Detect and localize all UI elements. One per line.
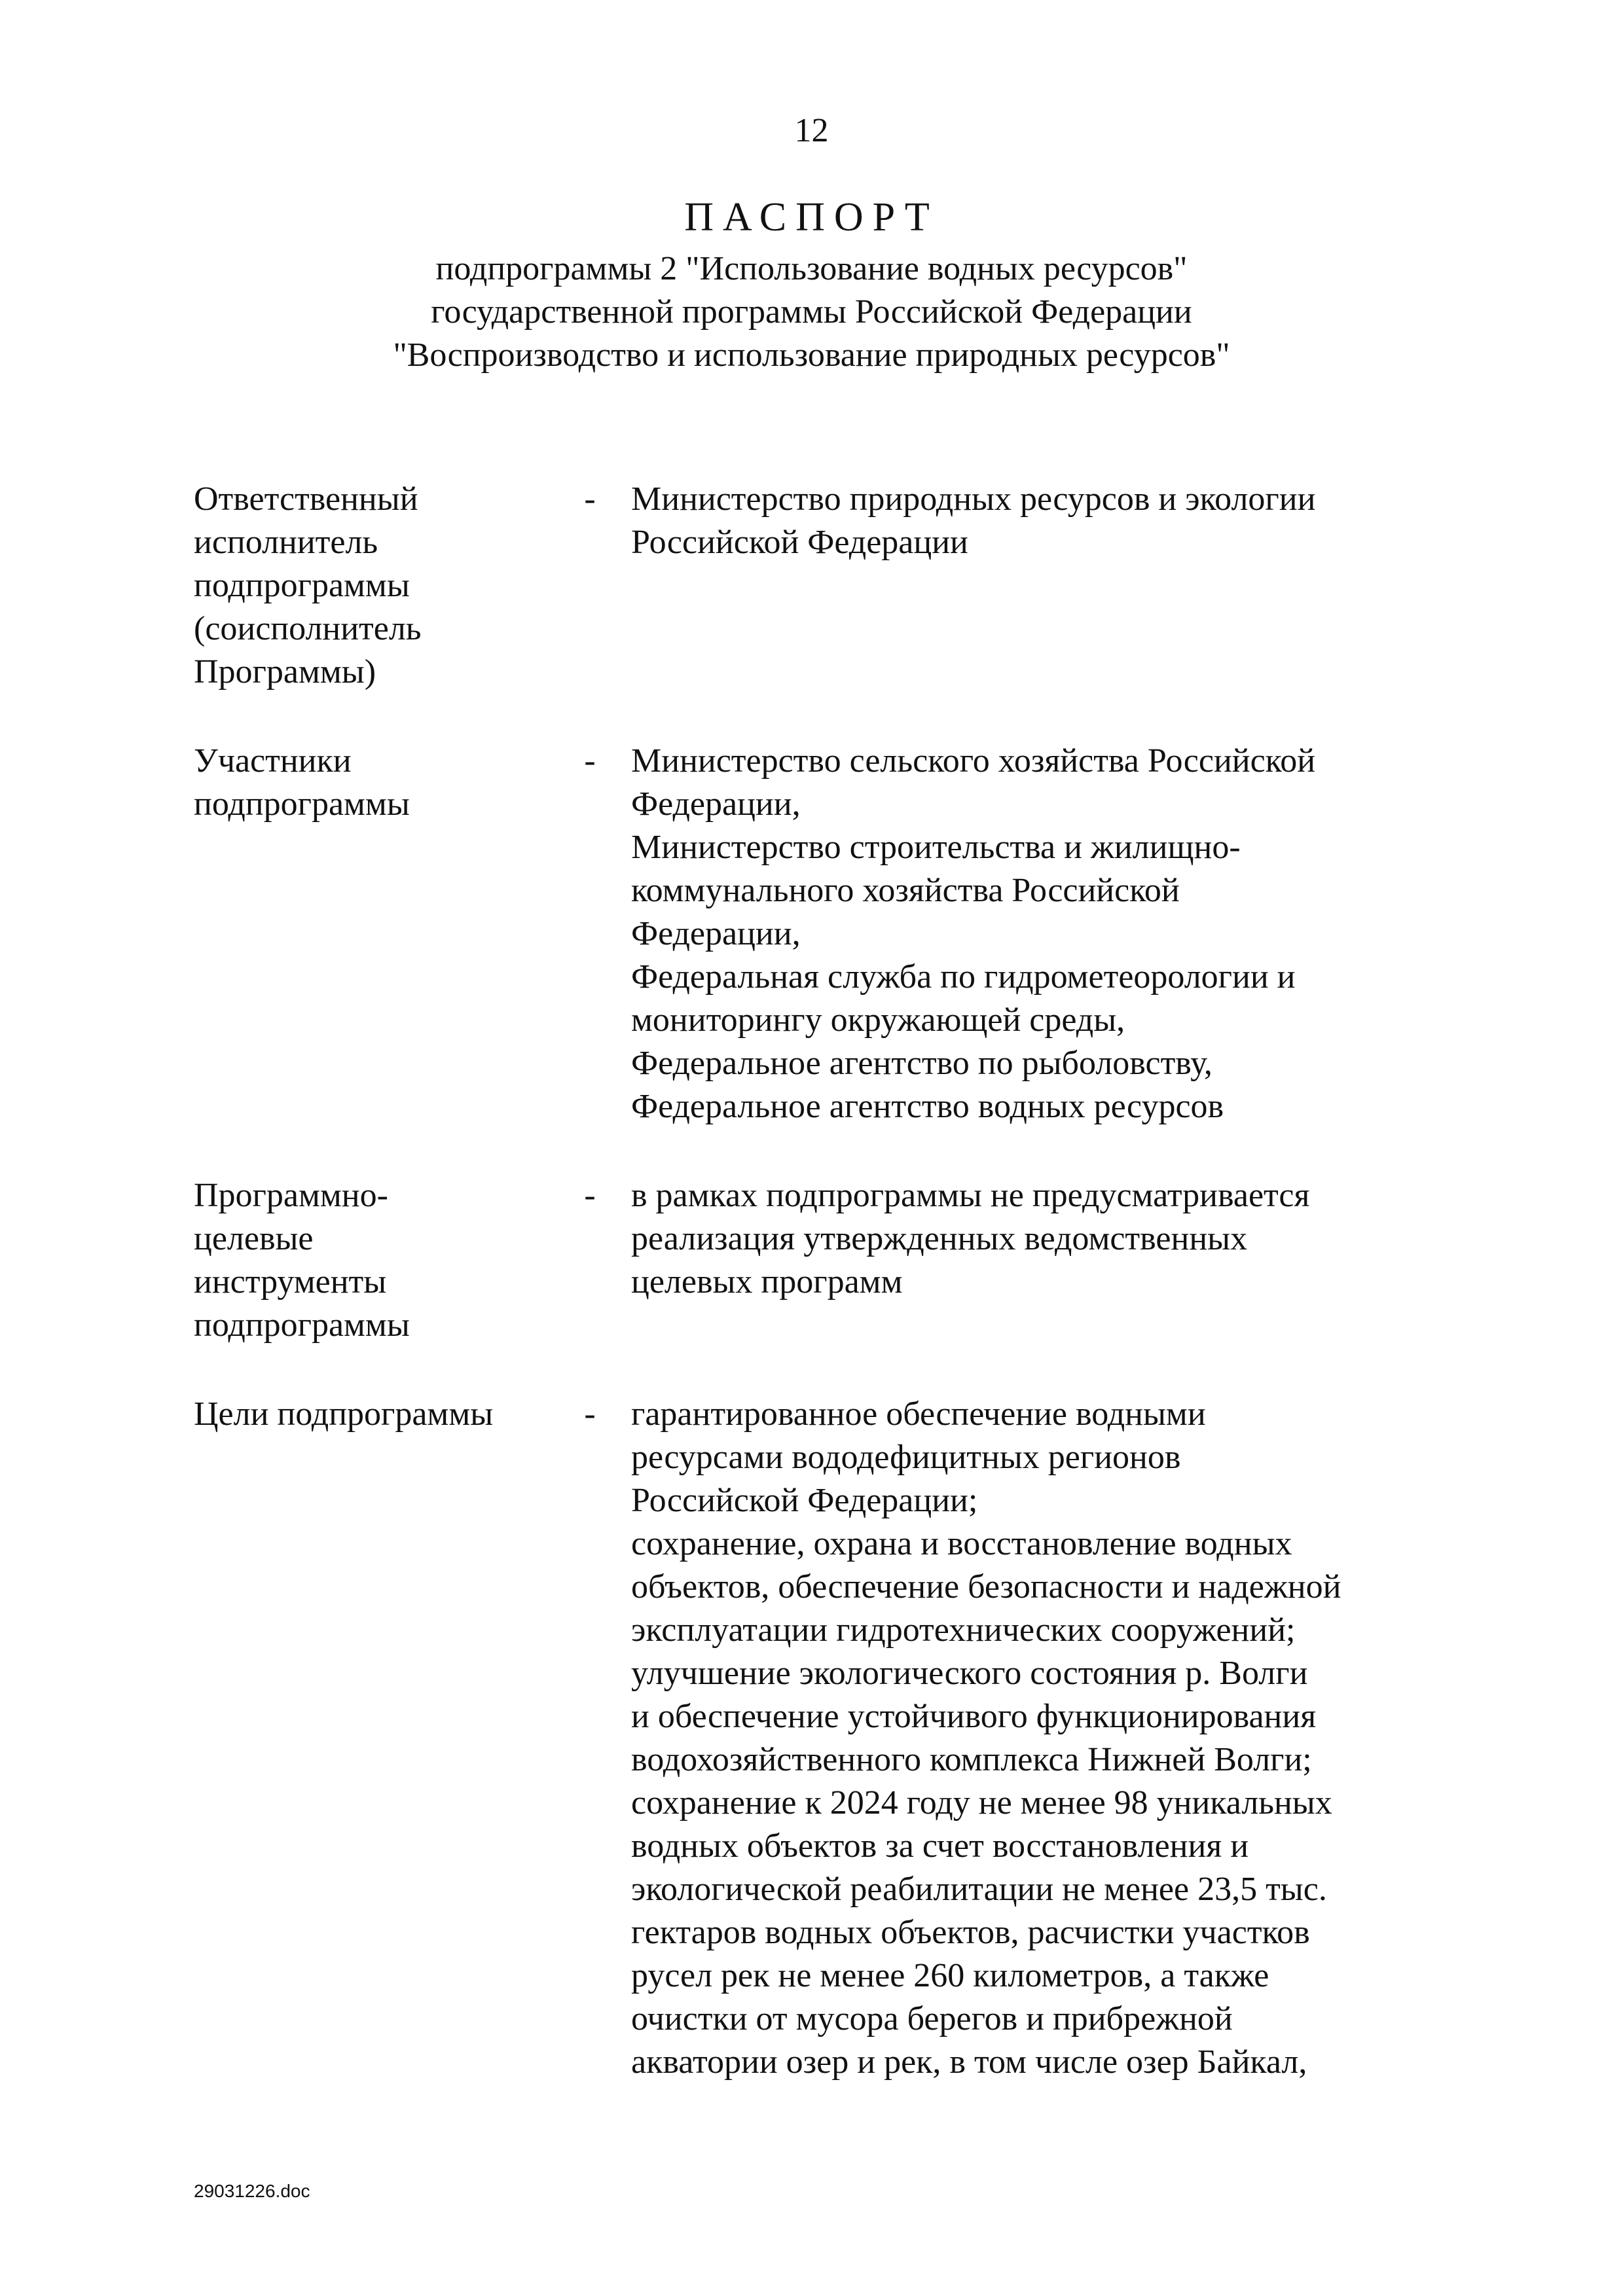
value-line: сохранение, охрана и восстановление водных — [631, 1525, 1292, 1562]
row-value — [631, 1174, 1438, 1304]
value-line: Российской Федерации — [631, 524, 968, 561]
value-line: очистки от мусора берегов и прибрежной — [631, 2000, 1233, 2037]
value-line: Министерство природных ресурсов и экологии — [631, 480, 1316, 518]
document-title: ПАСПОРТ — [684, 195, 939, 240]
value-line: Федеральное агентство водных ресурсов — [631, 1088, 1224, 1125]
value-line: в рамках подпрограммы не предусматривается — [631, 1177, 1310, 1214]
value-line: сохранение к 2024 году не менее 98 уникальных — [631, 1784, 1332, 1821]
row-dash: - — [584, 742, 596, 780]
value-line: и обеспечение устойчивого функционирования — [631, 1698, 1317, 1735]
passport-row-goals — [194, 1393, 1438, 2084]
passport-row-participants — [194, 740, 1438, 1128]
row-label: Участники подпрограммы — [194, 742, 410, 823]
value-line: Российской Федерации; — [631, 1482, 978, 1519]
row-dash: - — [584, 1177, 596, 1214]
value-line: улучшение экологического состояния р. Волги — [631, 1655, 1308, 1692]
value-line: гектаров водных объектов, расчистки участков — [631, 1914, 1310, 1951]
row-label: Цели подпрограммы — [194, 1395, 494, 1433]
row-label: Программно- целевые инструменты подпрограммы — [194, 1177, 410, 1344]
value-line: мониторингу окружающей среды, — [631, 1001, 1125, 1039]
header-line: подпрограммы 2 "Использование водных ресурсов" — [435, 250, 1188, 287]
value-line: водных объектов за счет восстановления и — [631, 1827, 1249, 1865]
value-line: русел рек не менее 260 километров, а также — [631, 1957, 1269, 1994]
document-header — [0, 191, 1623, 377]
value-line: водохозяйственного комплекса Нижней Волги; — [631, 1741, 1312, 1778]
value-line: ресурсами вододефицитных регионов — [631, 1439, 1181, 1476]
value-line: экологической реабилитации не менее 23,5 тыс. — [631, 1871, 1327, 1908]
value-line: коммунального хозяйства Российской — [631, 872, 1180, 909]
file-name-footer: 29031226.doc — [194, 2181, 310, 2201]
value-line: Министерство сельского хозяйства Российской — [631, 742, 1316, 780]
value-line: гарантированное обеспечение водными — [631, 1395, 1206, 1433]
value-line: Федеральная служба по гидрометеорологии и — [631, 958, 1296, 996]
value-line: Федеральное агентство по рыболовству, — [631, 1045, 1213, 1082]
passport-table — [194, 478, 1438, 2130]
value-line: эксплуатации гидротехнических сооружений; — [631, 1611, 1296, 1649]
page-number: 12 — [794, 112, 829, 149]
row-value — [631, 478, 1438, 564]
row-dash: - — [584, 480, 596, 518]
value-line: целевых программ — [631, 1263, 903, 1300]
header-line: "Воспроизводство и использование природных ресурсов" — [393, 336, 1230, 374]
value-line: Федерации, — [631, 915, 801, 952]
value-line: Федерации, — [631, 785, 801, 823]
row-label: Ответственный исполнитель подпрограммы (соисполнитель Программы) — [194, 480, 422, 691]
row-value — [631, 1393, 1438, 2084]
row-value — [631, 740, 1438, 1128]
value-line: акватории озер и рек, в том числе озер Байкал, — [631, 2043, 1307, 2081]
value-line: Министерство строительства и жилищно- — [631, 829, 1241, 866]
passport-row-responsible — [194, 478, 1438, 694]
row-dash: - — [584, 1395, 596, 1433]
passport-row-instruments — [194, 1174, 1438, 1347]
header-line: государственной программы Российской Федерации — [431, 293, 1192, 331]
value-line: объектов, обеспечение безопасности и надежной — [631, 1568, 1341, 1605]
value-line: реализация утвержденных ведомственных — [631, 1220, 1248, 1257]
